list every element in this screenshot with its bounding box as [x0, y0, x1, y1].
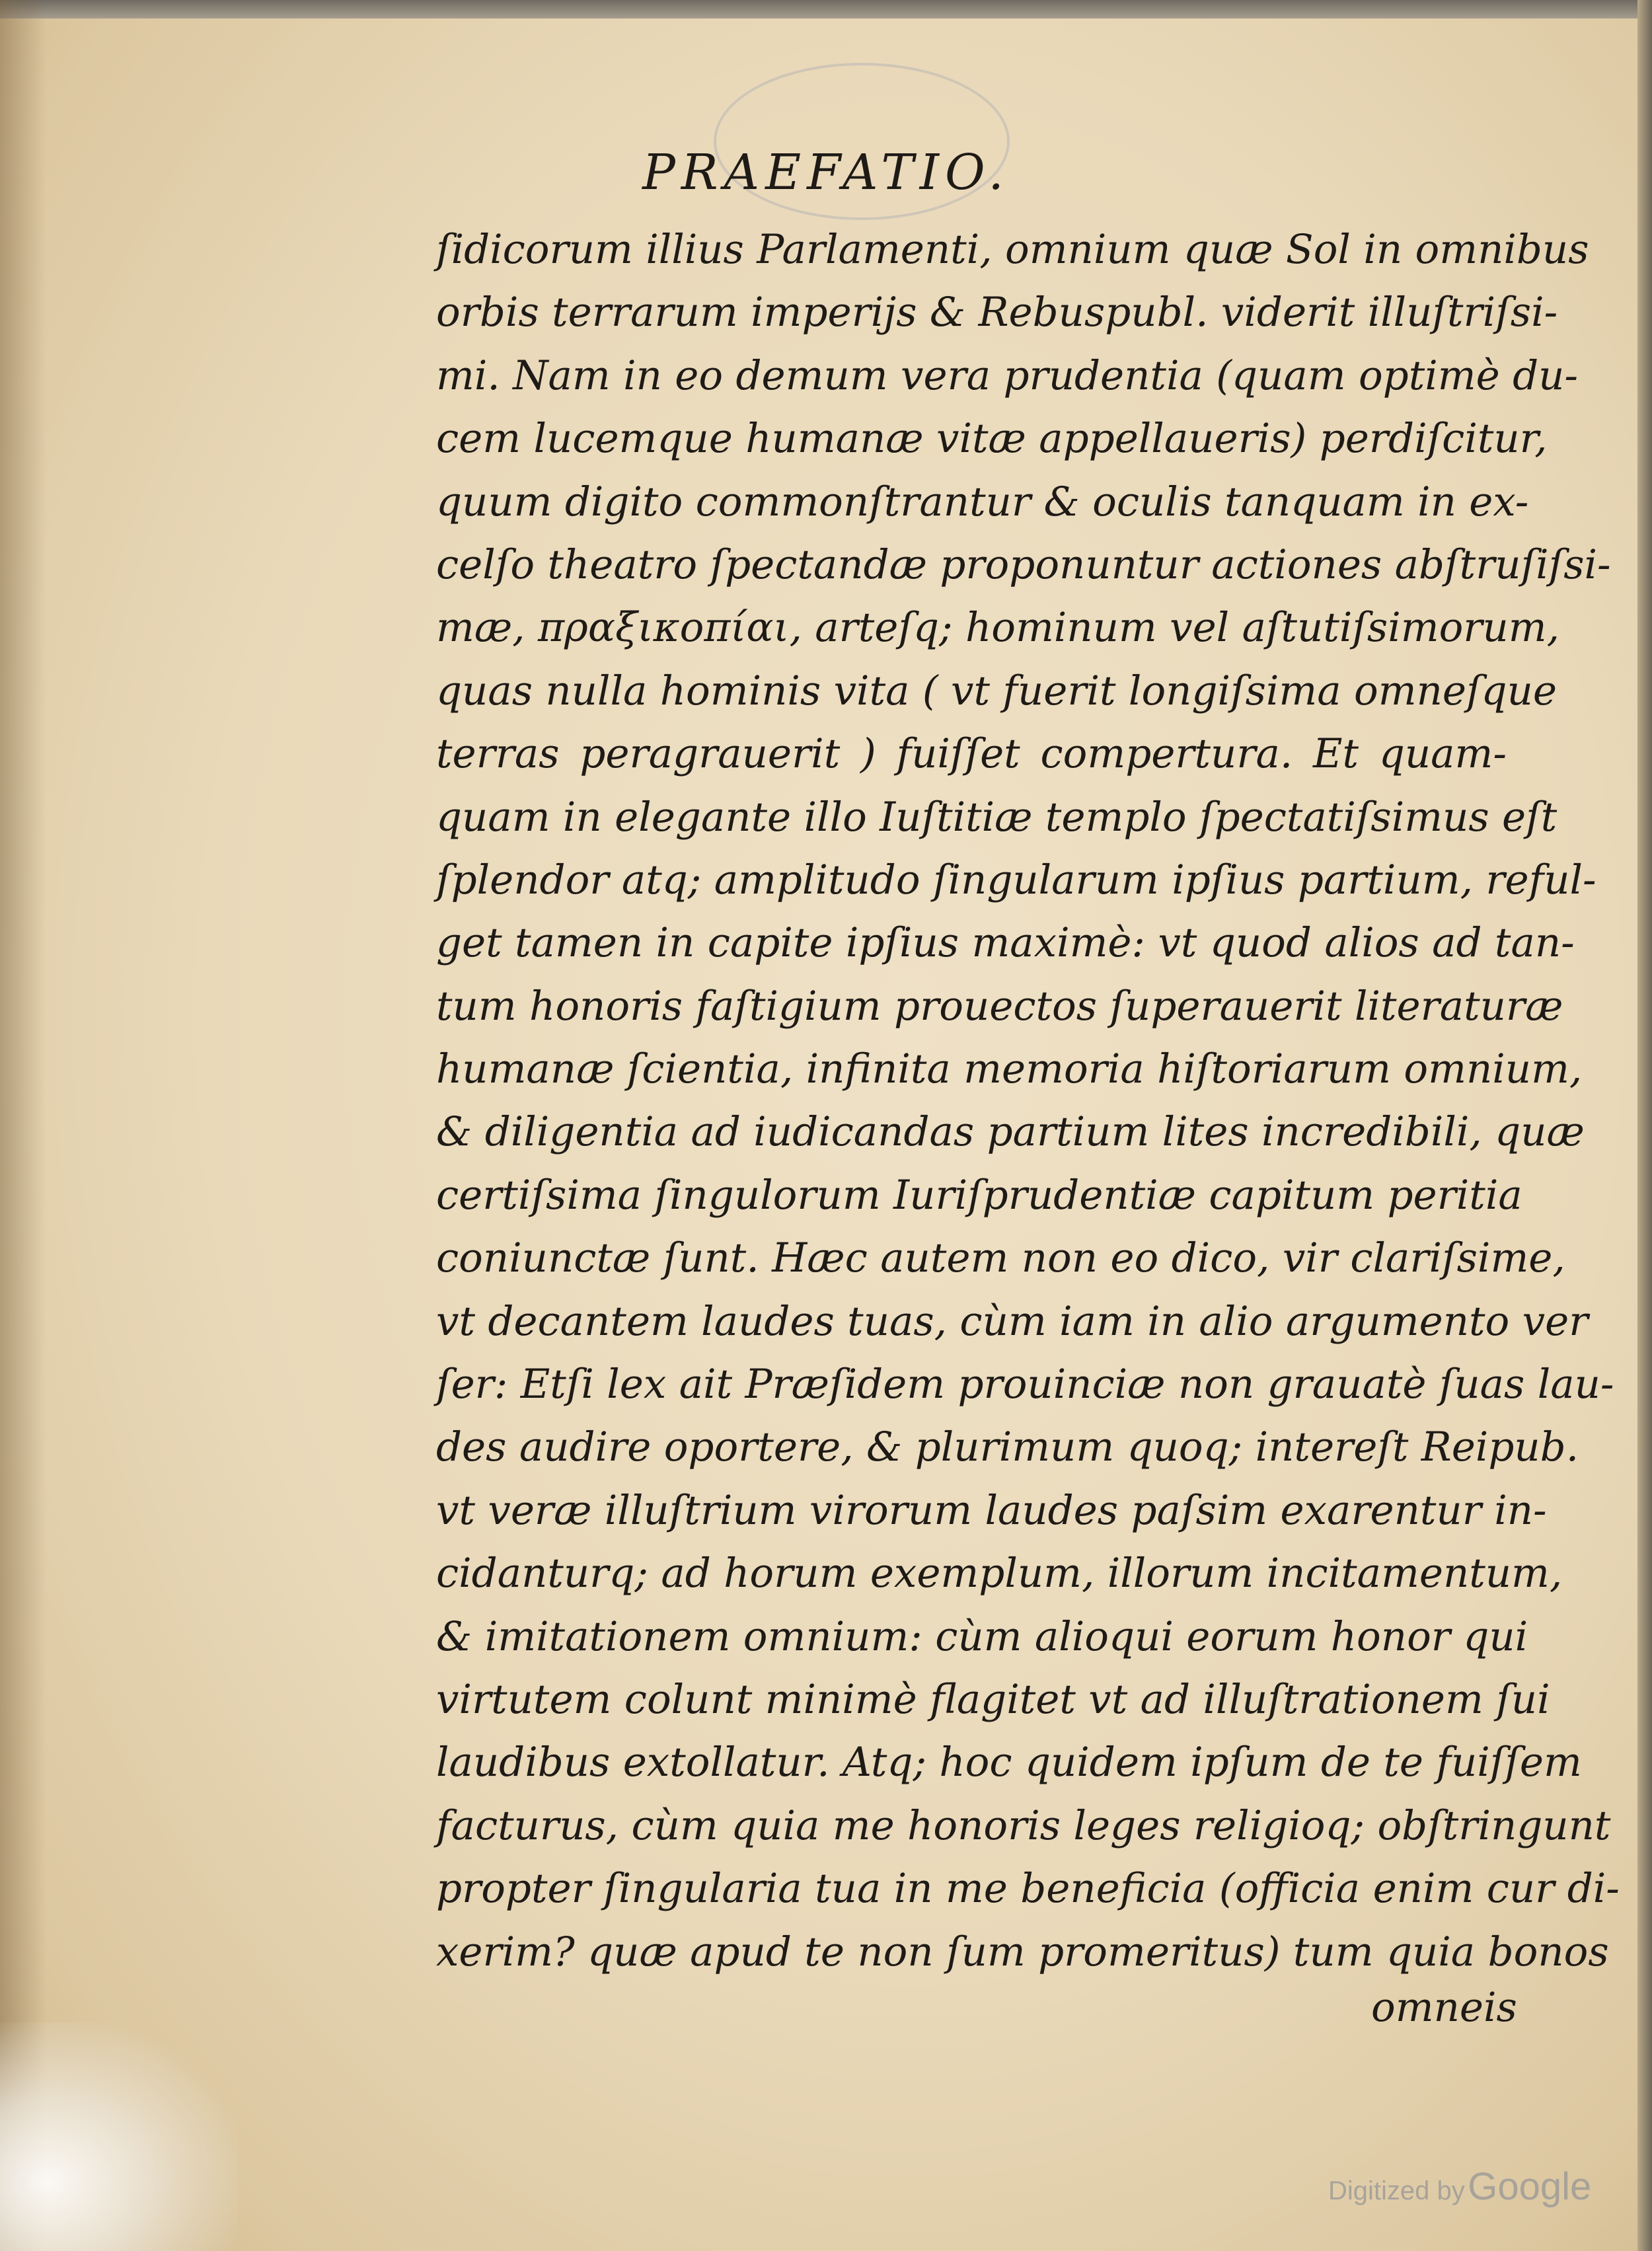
- text-line: cidanturq; ad horum exemplum, illorum incitamentum,: [436, 1550, 1563, 1597]
- text-line: facturus, cùm quia me honoris leges religioq; obſtringunt: [436, 1802, 1611, 1849]
- text-line: orbis terrarum imperijs & Rebuspubl. viderit illuſtriſsi-: [436, 289, 1558, 336]
- text-line: quum digito commonſtrantur & oculis tanquam in ex-: [436, 478, 1529, 525]
- text-line: ſplendor atq; amplitudo ſingularum ipſius partium, reful-: [436, 856, 1596, 903]
- text-line: mi. Nam in eo demum vera prudentia (quam optimè du-: [436, 352, 1579, 399]
- text-line: mæ, πραξικοπίαι, arteſq; hominum vel aſtutiſsimorum,: [436, 604, 1559, 652]
- text-line: ſer: Etſi lex ait Præſidem prouinciæ non grauatè ſuas lau-: [436, 1361, 1614, 1408]
- text-line: cem lucemque humanæ vitæ appellaueris) perdiſcitur,: [436, 415, 1548, 463]
- watermark-prefix: Digitized by: [1328, 2176, 1465, 2205]
- text-line: celſo theatro ſpectandæ proponuntur actiones abſtruſiſsi-: [436, 541, 1611, 588]
- text-line: laudibus extollatur. Atq; hoc quidem ipſum de te fuiſſem: [436, 1739, 1582, 1786]
- text-line: quam in elegante illo Iuſtitiæ templo ſpectatiſsimus eſt: [436, 793, 1558, 841]
- text-line: propter ſingularia tua in me beneficia (officia enim cur di-: [436, 1865, 1620, 1913]
- body-text: [436, 218, 1620, 1983]
- page-right-edge: [1637, 0, 1652, 2251]
- catchword: omneis: [1371, 1984, 1517, 2031]
- text-line: des audire oportere, & plurimum quoq; intereſt Reipub.: [436, 1424, 1579, 1471]
- text-line: tum honoris faſtigium prouectos ſuperauerit literaturæ: [436, 982, 1563, 1030]
- text-line: terras peragrauerit ) fuiſſet compertura. Et quam-: [436, 730, 1507, 778]
- page-top-edge: [0, 0, 1652, 19]
- text-line: & diligentia ad iudicandas partium lites incredibili, quæ: [436, 1108, 1585, 1156]
- text-line: vt veræ illuſtrium virorum laudes paſsim exarentur in-: [436, 1486, 1547, 1534]
- running-header: PRAEFATIO.: [642, 144, 1010, 201]
- page-gutter-shadow: [0, 0, 46, 2251]
- watermark-brand: Google: [1468, 2165, 1592, 2208]
- text-line: vt decantem laudes tuas, cùm iam in alio argumento ver: [436, 1297, 1589, 1345]
- text-line: virtutem colunt minimè flagitet vt ad illuſtrationem ſui: [436, 1675, 1550, 1723]
- text-line: & imitationem omnium: cùm alioqui eorum honor qui: [436, 1613, 1528, 1660]
- text-line: get tamen in capite ipſius maximè: vt quod alios ad tan-: [436, 919, 1575, 967]
- text-line: certiſsima ſingulorum Iuriſprudentiæ capitum peritia: [436, 1171, 1522, 1219]
- text-line: humanæ ſcientia, infinita memoria hiſtoriarum omnium,: [436, 1046, 1583, 1093]
- text-line: ſidicorum illius Parlamenti, omnium quæ Sol in omnibus: [436, 226, 1589, 273]
- page-corner-stain: [0, 2022, 238, 2251]
- digitized-watermark: [1328, 2164, 1591, 2209]
- text-line: quas nulla hominis vita ( vt fuerit longiſsima omneſque: [436, 667, 1557, 714]
- text-line: xerim? quæ apud te non ſum promeritus) tum quia bonos: [436, 1928, 1609, 1975]
- text-line: coniunctæ ſunt. Hæc autem non eo dico, vir clariſsime,: [436, 1235, 1565, 1282]
